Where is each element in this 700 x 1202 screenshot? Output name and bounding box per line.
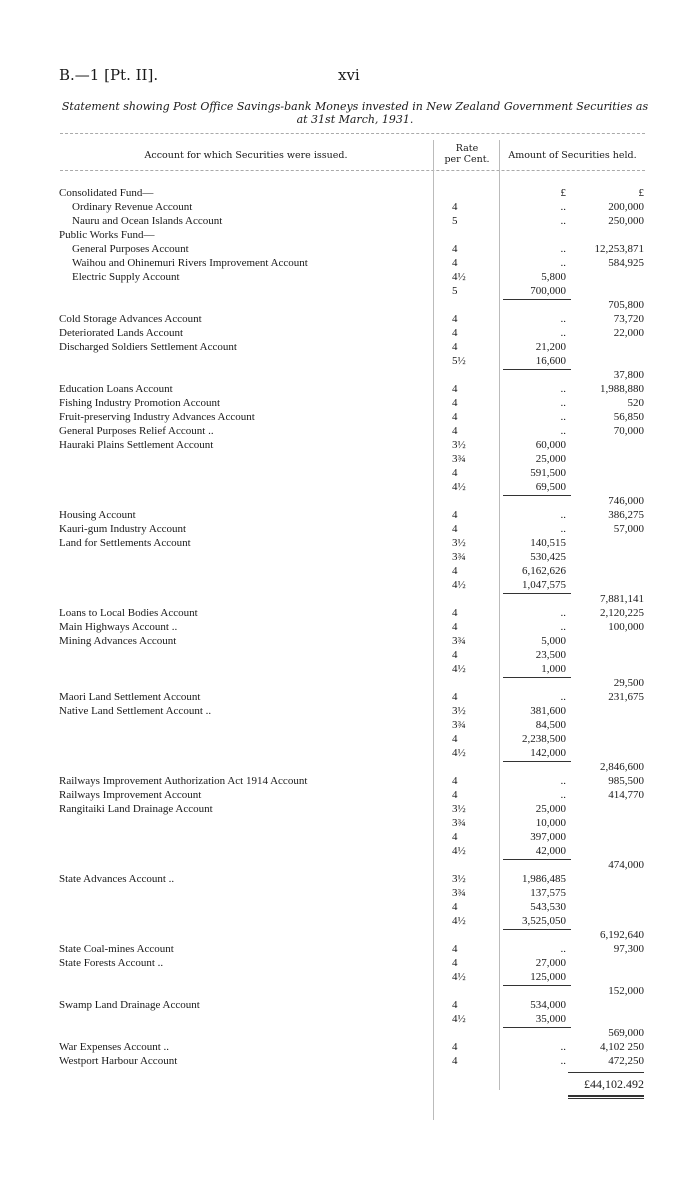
account-label: Public Works Fund— (59, 229, 155, 241)
amount-cell: 1,047,575 (522, 579, 566, 591)
amount-total-cell: 414,770 (608, 789, 644, 801)
account-label: Kauri-gum Industry Account (59, 523, 187, 535)
rate-cell: 4 (452, 999, 458, 1011)
account-label: Swamp Land Drainage Account (59, 999, 200, 1011)
rate-cell: 3¾ (452, 453, 466, 465)
rate-cell: 4 (452, 1041, 458, 1053)
page-number: xvi (338, 66, 360, 84)
amount-cell: 2,238,500 (522, 733, 566, 745)
amount-total-cell: 29,500 (613, 677, 644, 689)
amount-cell: 125,000 (530, 971, 566, 983)
amount-cell: .. (560, 383, 566, 395)
amount-cell: .. (560, 397, 566, 409)
subtotal-rule (503, 495, 571, 496)
subtotal-rule (503, 593, 571, 594)
amount-cell: 21,200 (535, 341, 566, 353)
amount-total-cell: 250,000 (608, 215, 644, 227)
account-label: Ordinary Revenue Account (72, 201, 193, 213)
amount-cell: 142,000 (530, 747, 566, 759)
column-divider-1 (433, 140, 434, 1120)
amount-cell: 25,000 (535, 803, 566, 815)
amount-total-cell: 12,253,871 (594, 243, 644, 255)
rate-cell: 4 (452, 565, 458, 577)
rate-cell: 3½ (452, 873, 466, 885)
amount-cell: .. (560, 201, 566, 213)
amount-total-cell: 386,275 (608, 509, 644, 521)
subtotal-rule (503, 985, 571, 986)
rate-cell: 4½ (452, 1013, 466, 1025)
amount-total-cell: 584,925 (608, 257, 644, 269)
account-label: Discharged Soldiers Settlement Account (59, 341, 237, 353)
amount-total-cell: 985,500 (608, 775, 644, 787)
account-label: Education Loans Account (59, 383, 173, 395)
amount-cell: .. (560, 1041, 566, 1053)
amount-cell: .. (560, 215, 566, 227)
amount-total-cell: 200,000 (608, 201, 644, 213)
amount-cell: 5,000 (541, 635, 566, 647)
rate-cell: 4½ (452, 579, 466, 591)
rate-cell: 4½ (452, 271, 466, 283)
rate-cell: 4 (452, 1055, 458, 1067)
grand-total: £44,102.492 (584, 1077, 644, 1091)
amount-total-cell: 7,881,141 (600, 593, 644, 605)
caption-line-1: Statement showing Post Office Savings-bank Moneys invested in New Zealand Government Securities as (61, 100, 649, 113)
header-bottom-rule (60, 170, 645, 171)
rate-cell: 4 (452, 943, 458, 955)
rate-cell: 4 (452, 201, 458, 213)
amount-cell: 700,000 (530, 285, 566, 297)
account-label: Loans to Local Bodies Account (59, 607, 198, 619)
rate-header-line-1: Rate (455, 143, 479, 154)
amount-total-cell: 56,850 (613, 411, 644, 423)
rate-cell: 4½ (452, 845, 466, 857)
amount-total-cell: 6,192,640 (600, 929, 644, 941)
account-label: Westport Harbour Account (59, 1055, 178, 1067)
rate-cell: 4 (452, 607, 458, 619)
table-caption (60, 100, 650, 126)
rate-cell: 3½ (452, 803, 466, 815)
amount-cell: 534,000 (530, 999, 566, 1011)
rate-cell: 4 (452, 327, 458, 339)
amount-cell: 35,000 (535, 1013, 566, 1025)
amount-cell: 543,530 (530, 901, 566, 913)
account-label: Railways Improvement Authorization Act 1914 Account (59, 775, 308, 787)
rate-cell: 3¾ (452, 719, 466, 731)
rate-cell: 3¾ (452, 887, 466, 899)
column-divider-2 (499, 140, 500, 1090)
rate-cell: 3¾ (452, 817, 466, 829)
rate-cell: 4 (452, 831, 458, 843)
amount-cell: .. (560, 257, 566, 269)
account-label: Housing Account (59, 509, 136, 521)
rate-cell: 4 (452, 341, 458, 353)
amount-cell: 591,500 (530, 467, 566, 479)
amount-cell: .. (560, 243, 566, 255)
account-label: Rangitaiki Land Drainage Account (59, 803, 213, 815)
rate-cell: 5 (452, 285, 458, 297)
amount-total-cell: 152,000 (608, 985, 644, 997)
amount-cell: 84,500 (535, 719, 566, 731)
rate-cell: 5½ (452, 355, 466, 367)
account-label: State Coal-mines Account (59, 943, 174, 955)
amount-cell: .. (560, 607, 566, 619)
amount-total-cell: 57,000 (613, 523, 644, 535)
total-overline (568, 1072, 644, 1073)
amount-cell: 42,000 (535, 845, 566, 857)
account-label: Mining Advances Account (59, 635, 177, 647)
amount-total-cell: 474,000 (608, 859, 644, 871)
amount-cell: 6,162,626 (522, 565, 566, 577)
rate-cell: 4 (452, 957, 458, 969)
amount-cell: 69,500 (535, 481, 566, 493)
rate-cell: 4½ (452, 747, 466, 759)
rate-cell: 3½ (452, 439, 466, 451)
subtotal-rule (503, 677, 571, 678)
subtotal-rule (503, 299, 571, 300)
amount-total-cell: 100,000 (608, 621, 644, 633)
rate-cell: 4 (452, 775, 458, 787)
amount-cell: .. (560, 943, 566, 955)
rate-cell: 3¾ (452, 551, 466, 563)
rate-cell: 4 (452, 523, 458, 535)
column-header-amount: Amount of Securities held. (508, 150, 637, 161)
amount-cell: .. (560, 425, 566, 437)
amount-cell: .. (560, 313, 566, 325)
subtotal-rule (503, 369, 571, 370)
account-label: General Purposes Relief Account .. (59, 425, 214, 437)
amount-total-cell: 231,675 (608, 691, 644, 703)
column-header-rate (435, 143, 499, 165)
amount-cell: 23,500 (535, 649, 566, 661)
amount-cell: 25,000 (535, 453, 566, 465)
account-label: Electric Supply Account (72, 271, 180, 283)
account-label: State Forests Account .. (59, 957, 164, 969)
rate-cell: 4 (452, 901, 458, 913)
amount-total-cell: 705,800 (608, 299, 644, 311)
amount-total-cell: 22,000 (613, 327, 644, 339)
amount-cell: .. (560, 775, 566, 787)
column-header-account: Account for which Securities were issued. (144, 150, 348, 161)
rate-cell: 4 (452, 397, 458, 409)
amount-cell: 60,000 (535, 439, 566, 451)
rate-cell: 4 (452, 789, 458, 801)
account-label: Fishing Industry Promotion Account (59, 397, 221, 409)
total-double-underline (568, 1098, 644, 1099)
subtotal-rule (503, 859, 571, 860)
account-label: War Expenses Account .. (59, 1041, 169, 1053)
rate-cell: 4 (452, 243, 458, 255)
amount-total-cell: 2,846,600 (600, 761, 644, 773)
subtotal-rule (503, 1027, 571, 1028)
rate-cell: 4½ (452, 481, 466, 493)
amount-cell: .. (560, 621, 566, 633)
rate-cell: 4½ (452, 915, 466, 927)
subtotal-rule (503, 929, 571, 930)
account-label: Nauru and Ocean Islands Account (72, 215, 223, 227)
currency-symbol: £ (560, 187, 566, 199)
amount-cell: 5,800 (541, 271, 566, 283)
rate-cell: 4½ (452, 663, 466, 675)
subtotal-rule (503, 761, 571, 762)
amount-total-cell: 70,000 (613, 425, 644, 437)
rate-cell: 5 (452, 215, 458, 227)
amount-cell: 137,575 (530, 887, 566, 899)
rate-cell: 4 (452, 257, 458, 269)
rate-cell: 4 (452, 621, 458, 633)
rate-cell: 4 (452, 467, 458, 479)
amount-cell: 3,525,050 (522, 915, 566, 927)
amount-cell: 27,000 (535, 957, 566, 969)
amount-cell: .. (560, 509, 566, 521)
rate-cell: 4 (452, 691, 458, 703)
amount-total-cell: 2,120,225 (600, 607, 644, 619)
amount-cell: .. (560, 1055, 566, 1067)
currency-symbol: £ (638, 187, 644, 199)
amount-cell: .. (560, 523, 566, 535)
account-label: Waihou and Ohinemuri Rivers Improvement Account (72, 257, 308, 269)
account-label: State Advances Account .. (59, 873, 175, 885)
amount-total-cell: 37,800 (613, 369, 644, 381)
rate-cell: 4 (452, 733, 458, 745)
account-label: Consolidated Fund— (59, 187, 154, 199)
rate-cell: 4 (452, 649, 458, 661)
account-label: Main Highways Account .. (59, 621, 178, 633)
rate-cell: 4 (452, 383, 458, 395)
amount-total-cell: 472,250 (608, 1055, 644, 1067)
amount-total-cell: 73,720 (613, 313, 644, 325)
account-label: Native Land Settlement Account .. (59, 705, 212, 717)
amount-cell: .. (560, 789, 566, 801)
amount-cell: 397,000 (530, 831, 566, 843)
amount-cell: 381,600 (530, 705, 566, 717)
account-label: General Purposes Account (72, 243, 189, 255)
amount-total-cell: 4,102 250 (600, 1041, 644, 1053)
amount-total-cell: 569,000 (608, 1027, 644, 1039)
rate-cell: 3½ (452, 705, 466, 717)
rate-cell: 3½ (452, 537, 466, 549)
rate-cell: 4 (452, 411, 458, 423)
rate-header-line-2: per Cent. (444, 154, 490, 165)
amount-total-cell: 1,988,880 (600, 383, 644, 395)
account-label: Maori Land Settlement Account (59, 691, 201, 703)
top-rule (60, 133, 645, 134)
amount-total-cell: 520 (627, 397, 644, 409)
caption-line-2: at 31st March, 1931. (296, 113, 414, 126)
amount-total-cell: 746,000 (608, 495, 644, 507)
amount-total-cell: 97,300 (613, 943, 644, 955)
amount-cell: 1,000 (541, 663, 566, 675)
account-label: Cold Storage Advances Account (59, 313, 202, 325)
amount-cell: 10,000 (535, 817, 566, 829)
account-label: Railways Improvement Account (59, 789, 202, 801)
amount-cell: .. (560, 691, 566, 703)
amount-cell: .. (560, 411, 566, 423)
account-label: Fruit-preserving Industry Advances Account (59, 411, 255, 423)
rate-cell: 4½ (452, 971, 466, 983)
account-label: Hauraki Plains Settlement Account (59, 439, 214, 451)
rate-cell: 3¾ (452, 635, 466, 647)
document-code: B.—1 [Pt. II]. (59, 66, 159, 84)
amount-cell: 1,986,485 (522, 873, 566, 885)
rate-cell: 4 (452, 425, 458, 437)
account-label: Deteriorated Lands Account (59, 327, 184, 339)
rate-cell: 4 (452, 509, 458, 521)
account-label: Land for Settlements Account (59, 537, 191, 549)
rate-cell: 4 (452, 313, 458, 325)
amount-cell: 16,600 (535, 355, 566, 367)
amount-cell: .. (560, 327, 566, 339)
amount-cell: 530,425 (530, 551, 566, 563)
total-double-underline (568, 1095, 644, 1097)
amount-cell: 140,515 (530, 537, 566, 549)
